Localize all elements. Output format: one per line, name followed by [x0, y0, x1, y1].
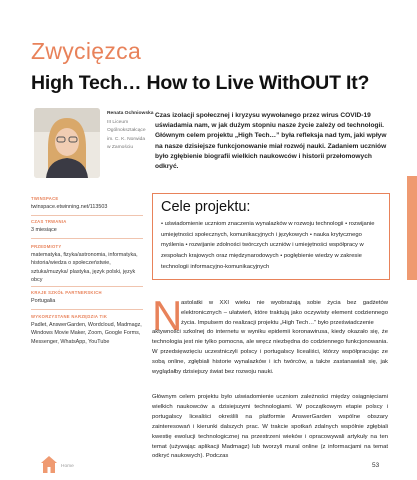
meta-value: Portugalia	[31, 298, 56, 304]
article-title: High Tech… How to Live WithOUT It?	[31, 72, 370, 94]
page-number: 53	[372, 462, 380, 469]
divider	[31, 286, 143, 287]
lead-paragraph: Czas izolacji społecznej i kryzysu wywołanego przez wirus COVID-19 uświadamia nam, w jak dużym stopniu nasze życie zależy od technologii. Głównym celem projektu „High Tech…” była refleksja nad tym, jaki wpływ na nasze dzisiejsze funkcjonowanie miał rozwój nauki. Zadaniem uczniów było zgłębienie biografii wielkich naukowców i historii przełomowych odkryć.	[155, 112, 387, 171]
side-tab-marker	[407, 176, 417, 280]
project-goals-box	[152, 193, 390, 280]
divider	[31, 309, 143, 310]
meta-value: matematyka, fizyka/astronomia, informatyka, historia/wiedza o społeczeństwie, sztuka/muzyka/ plastyka, język polski, język obcy	[31, 252, 138, 284]
meta-value[interactable]: twinspace.etwinning.net/113503	[31, 204, 108, 210]
meta-label: TWINSPACE	[31, 196, 59, 201]
meta-value: Padlet, AnswerGarden, Wordcloud, Madmagz, Windows Movie Maker, Zoom, Google Forms, Messenger, WhatsApp, YouTube	[31, 322, 142, 345]
meta-twinspace	[31, 196, 143, 211]
body-paragraph-1-start: astolatki w XXI wieku nie wyobrażają sobie życia bez gadżetów elektronicznych – ułatwień, które traktują jako oczywisty element codziennego życia. Impulsem do realizacji projektu „High Tech…” było przeświadczenie	[181, 300, 388, 326]
divider	[31, 238, 143, 239]
meta-value: 3 miesiące	[31, 227, 57, 233]
body-paragraph-2: Głównym celem projektu było uświadomienie uczniom zależności między osiągnięciami wielkich naukowców a dzisiejszymi technologiami. W początkowym etapie polscy i portugalscy licealiści określili na platformie AnswerGarden wspólne obszary zainteresowań i kierunki dalszych prac. W trakcie spotkań zdalnych wspólnie zgłębiali kwestię ewolucji technologicznej na przestrzeni wieków i opracowywali artykuły na ten temat (używając aplikacji Madmagz) lub tworzyli mural online (z informacjami na temat odkryć naukowych). Podczas	[152, 394, 388, 460]
goals-title: Cele projektu:	[161, 199, 251, 215]
author-line: w Zamościu	[107, 145, 134, 151]
meta-duration	[31, 219, 143, 234]
author-name: Renata Ochniowska	[107, 111, 154, 116]
drop-cap: N	[152, 292, 183, 339]
meta-subjects	[31, 244, 143, 285]
meta-ict-tools	[31, 314, 143, 346]
author-photo	[34, 108, 100, 178]
home-icon[interactable]	[39, 454, 59, 474]
section-kicker: Zwycięzca	[31, 38, 142, 64]
goals-text: • uświadomienie uczniom znaczenia wynalazków w rozwoju technologii • rozwijanie umiejętności społecznych, komunikacyjnych i językowych • nauka krytycznego myślenia • rozwijanie zdolności twórczych uczniów i umiejętności współpracy w zespołach krajowych oraz międzynarodowych • pogłębienie wiedzy w zakresie technologii informacyjno-komunikacyjnych	[161, 221, 375, 270]
meta-partner-countries	[31, 290, 143, 305]
author-line: im. C. K. Norwida	[107, 136, 146, 142]
meta-label: PRZEDMIOTY	[31, 244, 62, 249]
author-line: III Liceum	[107, 119, 129, 125]
meta-label: WYKORZYSTANE NARZĘDZIA TIK	[31, 314, 108, 319]
body-paragraph-1-rest: aktywności szkolnej do internetu w wyniku epidemii koronawirusa, kiedy okazało się, że technologia jest nie tylko pomocna, ale wręcz niezbędna do codziennego funkcjonowania. W przedsięwzięciu uczestniczyli polscy i portugalscy licealiści, którzy współpracując ze sobą online, zgłębiali historie wynalazków i ich twórców, a także zastanawiali się, jak wyglądałby dzisiejszy świat bez rozwoju nauki.	[152, 329, 388, 375]
author-line: Ogólnokształcące	[107, 128, 146, 134]
home-label[interactable]: Home	[61, 464, 74, 469]
meta-label: CZAS TRWANIA	[31, 219, 67, 224]
divider	[31, 215, 143, 216]
meta-label: KRAJE SZKÓŁ PARTNERSKICH	[31, 290, 102, 295]
